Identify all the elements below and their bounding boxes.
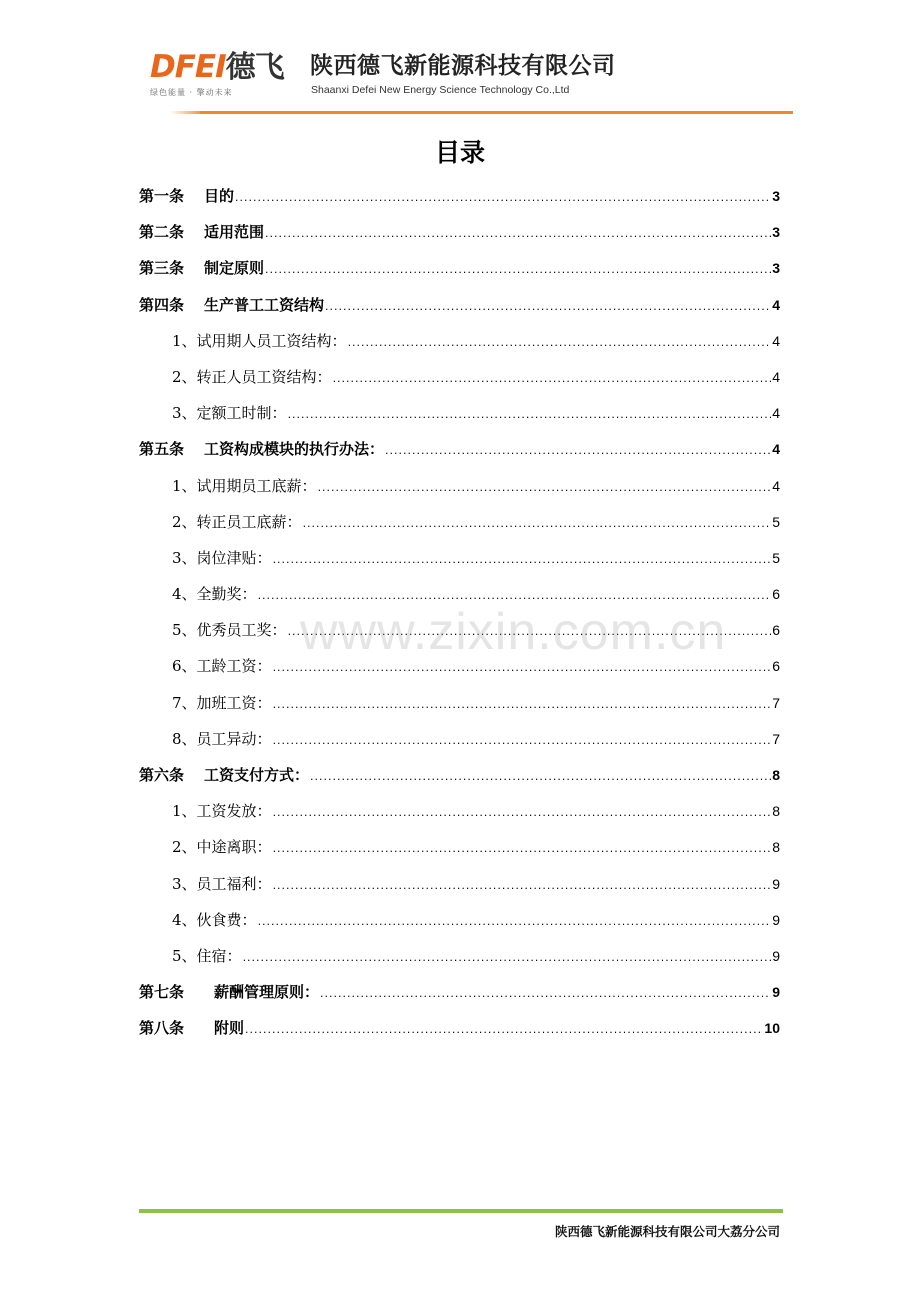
toc-dot-leader [273, 723, 772, 759]
toc-entry-title: 岗位津贴： [196, 548, 272, 567]
page-header [0, 0, 920, 120]
table-of-contents [139, 178, 780, 1047]
toc-dot-leader [303, 506, 772, 542]
toc-entry[interactable] [139, 214, 780, 250]
toc-dot-leader [288, 397, 772, 433]
toc-dot-leader [273, 542, 772, 578]
toc-dot-leader [310, 759, 771, 795]
toc-entry-page: 9 [772, 875, 780, 892]
toc-entry[interactable] [139, 323, 780, 359]
toc-entry[interactable] [139, 359, 780, 395]
toc-entry[interactable] [139, 829, 780, 865]
toc-entry-page: 3 [772, 224, 780, 241]
toc-dot-leader [258, 904, 772, 940]
toc-entry[interactable] [139, 974, 780, 1010]
toc-entry-number: 7、 [172, 693, 197, 712]
header-rule [200, 111, 793, 114]
toc-entry-page: 10 [764, 1020, 780, 1037]
toc-entry-page: 6 [772, 622, 780, 639]
toc-entry-number: 4、 [172, 585, 197, 604]
toc-entry-number: 2、 [172, 367, 197, 386]
toc-entry-page: 6 [772, 658, 780, 675]
toc-entry[interactable] [139, 902, 780, 938]
toc-entry-number: 2、 [172, 512, 197, 531]
toc-dot-leader [273, 795, 772, 831]
toc-dot-leader [265, 216, 771, 252]
toc-dot-leader [273, 868, 772, 904]
toc-entry-page: 4 [772, 332, 780, 349]
toc-entry[interactable] [139, 431, 780, 467]
toc-entry-title: 目的 [204, 187, 235, 205]
toc-entry-page: 9 [772, 947, 780, 964]
toc-entry-page: 8 [772, 803, 780, 820]
toc-entry-title: 工资支付方式： [204, 766, 310, 784]
toc-entry-page: 5 [772, 513, 780, 530]
toc-entry-page: 7 [772, 694, 780, 711]
toc-entry-title: 工龄工资： [196, 657, 272, 676]
toc-entry[interactable] [139, 468, 780, 504]
toc-dot-leader [288, 614, 772, 650]
toc-entry-number: 第六条 [139, 766, 185, 784]
toc-entry[interactable] [139, 576, 780, 612]
toc-entry-page: 4 [772, 296, 780, 313]
toc-dot-leader [265, 252, 771, 288]
toc-entry-page: 8 [772, 839, 780, 856]
toc-entry-title: 试用期员工底薪： [196, 476, 317, 495]
toc-entry-title: 适用范围 [204, 223, 265, 242]
toc-entry-page: 9 [772, 911, 780, 928]
toc-entry-number: 第四条 [139, 295, 185, 314]
toc-dot-leader [245, 1012, 763, 1048]
toc-entry-number: 1、 [172, 331, 197, 350]
toc-dot-leader [273, 687, 772, 723]
toc-entry-title: 转正人员工资结构： [196, 367, 332, 386]
toc-entry-number: 2、 [172, 838, 197, 857]
toc-dot-leader [385, 433, 771, 469]
toc-entry-number: 4、 [172, 910, 197, 929]
toc-entry-number: 6、 [172, 657, 197, 676]
toc-entry-page: 3 [772, 188, 780, 204]
toc-entry-number: 3、 [172, 874, 197, 893]
toc-entry[interactable] [139, 721, 780, 757]
toc-entry-number: 8、 [172, 729, 197, 748]
company-name-en: Shaanxi Defei New Energy Science Technology Co.,Ltd [311, 84, 570, 96]
toc-entry-page: 4 [772, 441, 780, 458]
toc-entry-title: 附则 [214, 1019, 245, 1038]
toc-entry-page: 5 [772, 549, 780, 566]
toc-entry-page: 9 [772, 984, 780, 1001]
toc-entry-page: 4 [772, 368, 780, 385]
logo-latin: DFEI [150, 49, 226, 85]
company-name-cn: 陕西德飞新能源科技有限公司 [310, 53, 616, 79]
toc-dot-leader [333, 361, 772, 397]
toc-entry-page: 6 [772, 586, 780, 603]
toc-entry[interactable] [139, 685, 780, 721]
toc-entry-number: 第七条 [139, 983, 185, 1002]
toc-entry-title: 全勤奖： [196, 585, 257, 604]
toc-title: 目录 [434, 138, 485, 167]
toc-dot-leader [273, 831, 772, 867]
toc-entry[interactable] [139, 395, 780, 431]
toc-entry-title: 伙食费： [196, 910, 257, 929]
toc-entry-number: 第二条 [139, 223, 185, 242]
toc-entry-page: 3 [772, 260, 780, 277]
toc-entry-number: 1、 [172, 476, 197, 495]
toc-dot-leader [318, 470, 772, 506]
logo-cn: 德飞 [225, 50, 284, 85]
toc-entry-number: 5、 [172, 621, 197, 640]
toc-entry[interactable] [139, 793, 780, 829]
toc-entry[interactable] [139, 648, 780, 684]
toc-entry-title: 试用期人员工资结构： [196, 331, 347, 350]
toc-entry[interactable] [139, 287, 780, 323]
toc-entry[interactable] [139, 612, 780, 648]
toc-entry-page: 4 [772, 405, 780, 422]
logo-slogan: 绿色能量 · 擎动未来 [150, 88, 233, 97]
toc-entry-title: 生产普工工资结构 [204, 295, 325, 314]
toc-entry-page: 4 [772, 477, 780, 494]
toc-entry-number: 5、 [172, 946, 197, 965]
toc-entry-title: 住宿： [196, 946, 242, 965]
toc-entry-title: 制定原则 [204, 259, 265, 278]
toc-entry[interactable] [139, 250, 780, 286]
footer-company-name: 陕西德飞新能源科技有限公司大荔分公司 [554, 1224, 780, 1239]
toc-entry-page: 7 [772, 730, 780, 747]
toc-entry-title: 加班工资： [196, 693, 272, 712]
toc-entry-number: 3、 [172, 404, 197, 423]
toc-entry[interactable] [139, 757, 780, 793]
toc-entry-title: 员工异动： [196, 729, 272, 748]
toc-entry[interactable] [139, 938, 780, 974]
toc-dot-leader [348, 325, 772, 361]
toc-entry-number: 3、 [172, 548, 197, 567]
toc-entry-title: 员工福利： [196, 874, 272, 893]
toc-entry-title: 薪酬管理原则： [214, 983, 320, 1002]
toc-dot-leader [320, 976, 771, 1012]
toc-dot-leader [258, 578, 772, 614]
toc-entry-title: 转正员工底薪： [196, 512, 302, 531]
toc-entry-title: 优秀员工奖： [196, 621, 287, 640]
toc-entry[interactable] [139, 504, 780, 540]
toc-entry-number: 第五条 [139, 440, 185, 459]
toc-entry-number: 1、 [172, 802, 197, 821]
toc-entry-title: 中途离职： [196, 838, 272, 857]
toc-entry-page: 8 [772, 767, 780, 783]
toc-entry[interactable] [139, 178, 780, 214]
toc-entry-title: 工资发放： [196, 802, 272, 821]
toc-entry[interactable] [139, 540, 780, 576]
footer-rule [139, 1209, 783, 1213]
toc-dot-leader [235, 180, 771, 216]
company-logo [150, 50, 284, 85]
toc-entry-number: 第三条 [139, 259, 185, 278]
toc-entry-number: 第八条 [139, 1019, 185, 1038]
toc-entry[interactable] [139, 1010, 780, 1046]
toc-entry-number: 第一条 [139, 187, 185, 205]
toc-dot-leader [243, 940, 772, 976]
toc-dot-leader [273, 650, 772, 686]
toc-dot-leader [325, 289, 771, 325]
watermark: www.zixin.com.cn [300, 603, 727, 661]
toc-entry[interactable] [139, 866, 780, 902]
toc-entry-title: 定额工时制： [196, 404, 287, 423]
toc-entry-title: 工资构成模块的执行办法： [204, 440, 385, 459]
